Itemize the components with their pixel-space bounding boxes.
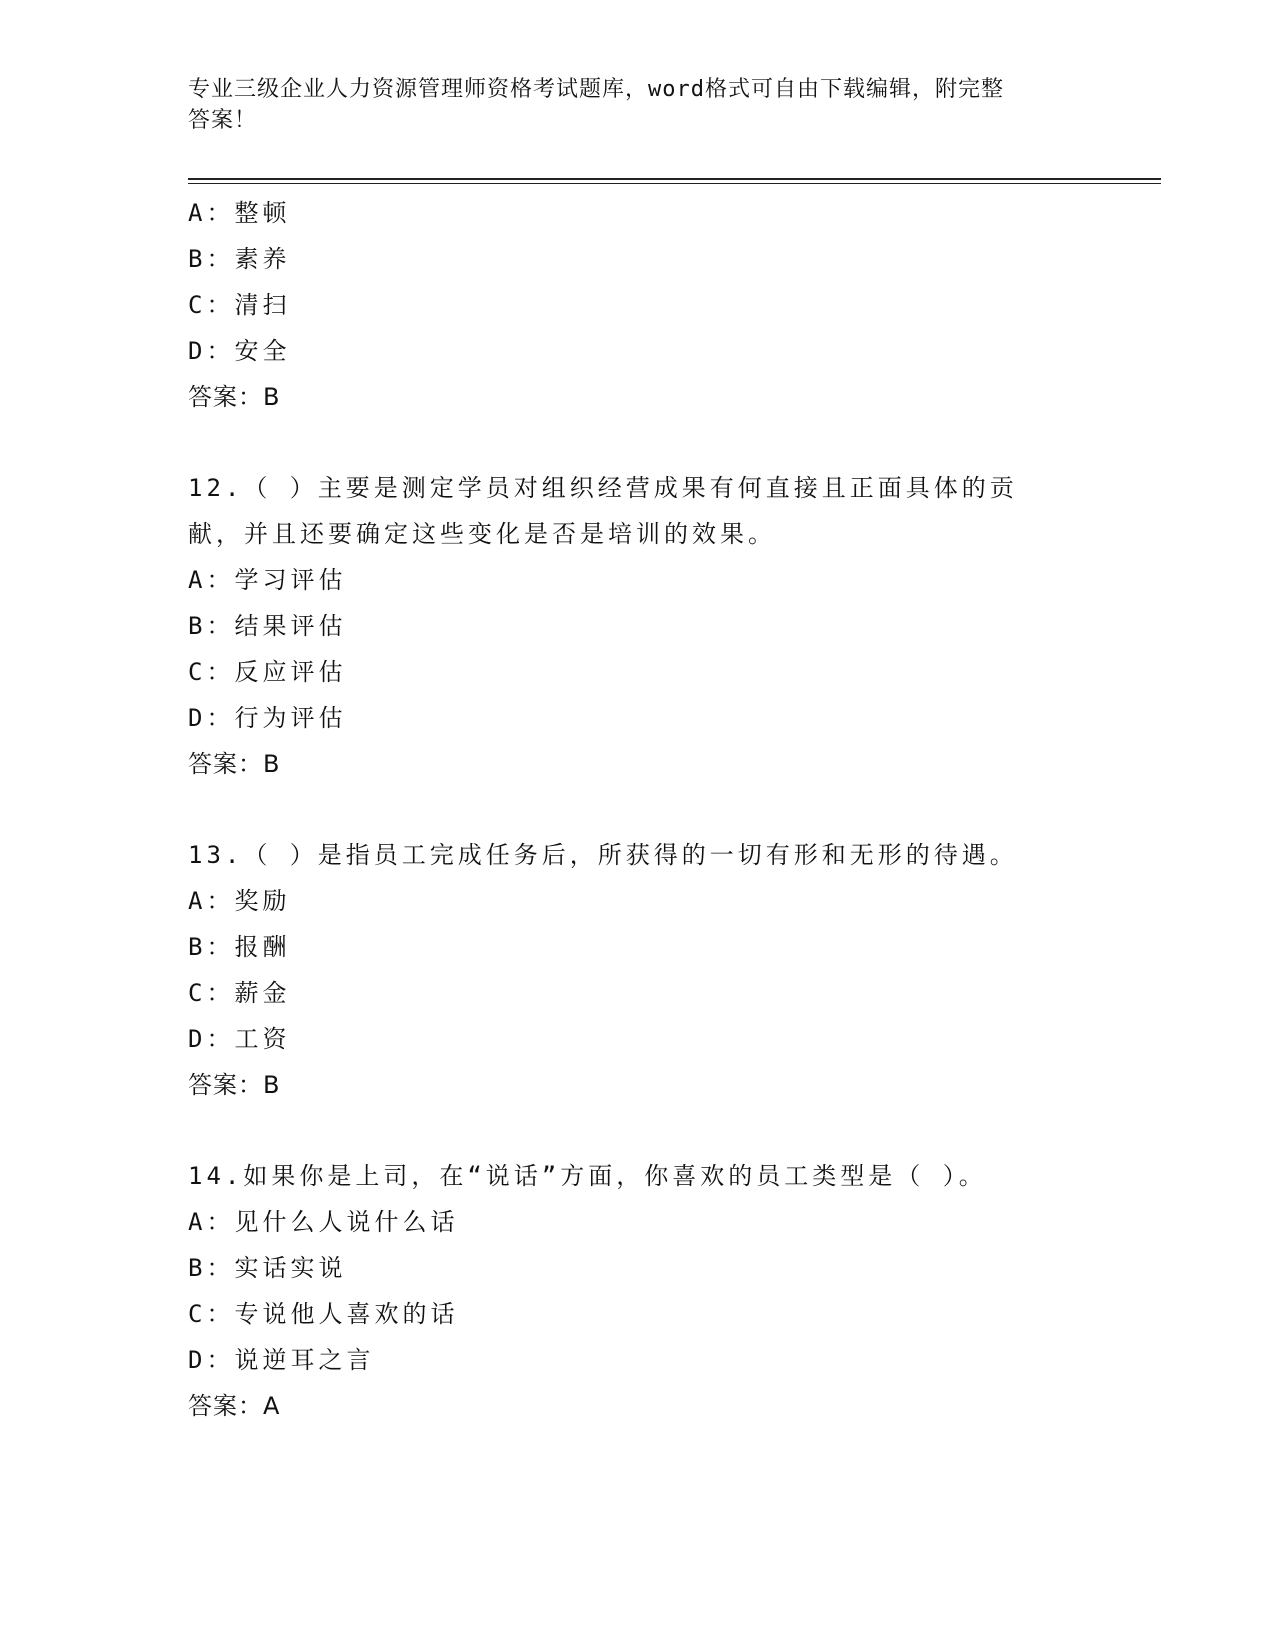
option-c: C：清扫 <box>188 291 291 319</box>
question-block-14 <box>188 1153 1088 1429</box>
header-line-1: 专业三级企业人力资源管理师资格考试题库，word格式可自由下载编辑，附完整 <box>188 77 1004 102</box>
option-a: A：见什么人说什么话 <box>188 1208 459 1236</box>
answer-line: 答案：B <box>188 383 281 411</box>
option-b: B：报酬 <box>188 933 291 961</box>
header-divider-thick <box>188 178 1161 180</box>
option-c: C：薪金 <box>188 979 291 1007</box>
option-a: A：奖励 <box>188 887 291 915</box>
question-block-prev <box>188 190 1088 420</box>
option-b: B：素养 <box>188 245 291 273</box>
document-header <box>188 74 1068 136</box>
option-d: D：行为评估 <box>188 704 347 732</box>
option-b: B：结果评估 <box>188 612 347 640</box>
option-c: C：专说他人喜欢的话 <box>188 1300 459 1328</box>
option-d: D：安全 <box>188 337 291 365</box>
option-c: C：反应评估 <box>188 658 347 686</box>
spacer <box>188 1108 1088 1153</box>
option-d: D：说逆耳之言 <box>188 1346 375 1374</box>
answer-line: 答案：A <box>188 1392 281 1420</box>
header-divider-thin <box>188 183 1161 184</box>
question-block-13 <box>188 832 1088 1108</box>
question-stem-line: 14.如果你是上司，在“说话”方面，你喜欢的员工类型是（ ）。 <box>188 1162 987 1190</box>
header-line-2: 答案！ <box>188 108 258 133</box>
question-block-12 <box>188 465 1088 787</box>
answer-line: 答案：B <box>188 1071 281 1099</box>
option-a: A：整顿 <box>188 199 291 227</box>
option-d: D：工资 <box>188 1025 291 1053</box>
question-stem-line: 13.（ ）是指员工完成任务后，所获得的一切有形和无形的待遇。 <box>188 841 1018 869</box>
spacer <box>188 420 1088 465</box>
option-b: B：实话实说 <box>188 1254 347 1282</box>
question-list <box>188 190 1088 1429</box>
spacer <box>188 787 1088 832</box>
answer-line: 答案：B <box>188 750 281 778</box>
option-a: A：学习评估 <box>188 566 347 594</box>
question-stem-line: 12.（ ）主要是测定学员对组织经营成果有何直接且正面具体的贡 <box>188 474 1018 502</box>
question-stem-line: 献，并且还要确定这些变化是否是培训的效果。 <box>188 520 776 548</box>
